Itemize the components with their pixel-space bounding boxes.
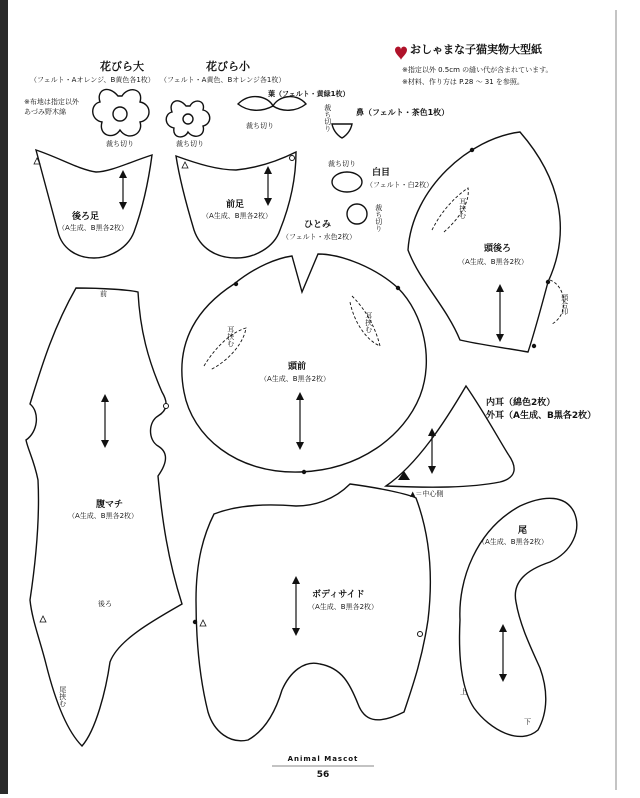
grain-arrow-body-side [292, 576, 300, 636]
front-leg-material: （A生成、B黒各2枚） [202, 212, 273, 220]
eye-white-title: 白目 [372, 168, 391, 178]
leaf-title: 葉（フェルト・黄緑1枚） [268, 90, 350, 98]
tail-bottom-label: 下 [524, 718, 531, 726]
nose-cut: 裁ち切り [323, 104, 332, 132]
nose-title: 鼻（フェルト・茶色1枚） [356, 108, 450, 117]
grain-arrow-ear [428, 428, 436, 474]
grain-arrow-belly [101, 394, 109, 448]
head-back-piece [408, 132, 564, 352]
head-front-ear-mark-right: 耳挟む [364, 312, 373, 333]
head-back-side-mark: 頭合印 [560, 294, 569, 315]
heart-icon [395, 47, 407, 60]
fabric-note-1: ※布地は指定以外 [24, 98, 79, 106]
petal-large-piece [93, 89, 149, 135]
body-side-title: ボディサイド [312, 590, 365, 600]
belly-title: 腹マチ [96, 500, 124, 510]
eye-white-piece [332, 172, 362, 192]
head-front-material: （A生成、B黒各2枚） [260, 375, 331, 383]
page-number: 56 [316, 770, 330, 780]
eye-white-cut: 裁ち切り [328, 160, 356, 168]
petal-small-title: 花びら小 [206, 60, 250, 73]
pupil-material: （フェルト・水色2枚） [282, 233, 357, 241]
petal-large-title: 花びら大 [100, 60, 144, 73]
pupil-title: ひとみ [304, 220, 332, 230]
ear-outer-label: 外耳（A生成、B黒各2枚） [486, 411, 597, 421]
fabric-note-2: あづみ野木綿 [24, 108, 66, 116]
ear-center-mark: ▲＝中心側 [410, 490, 444, 498]
belly-material: （A生成、B黒各2枚） [68, 512, 139, 520]
eye-white-material: （フェルト・白2枚） [366, 181, 434, 189]
petal-small-piece [166, 101, 210, 137]
pupil-piece [347, 204, 367, 224]
petal-large-cut: 裁ち切り [106, 140, 134, 148]
grain-arrow-back-leg [119, 170, 127, 210]
petal-small-cut: 裁ち切り [176, 140, 204, 148]
head-back-ear-mark: 耳挟む [458, 198, 467, 219]
binding-edge [0, 0, 8, 794]
pupil-cut: 裁ち切り [374, 204, 383, 232]
footer-brand: Animal Mascot [287, 755, 359, 763]
grain-arrow-head-front [296, 392, 304, 450]
petal-small-material: （フェルト・A黄色、Bオレンジ各1枚） [160, 76, 286, 84]
back-leg-material: （A生成、B黒各2枚） [58, 224, 129, 232]
head-back-title: 頭後ろ [484, 244, 512, 254]
head-front-ear-mark-left: 耳挟む [226, 326, 235, 347]
head-back-material: （A生成、B黒各2枚） [458, 258, 529, 266]
back-leg-piece [36, 150, 152, 258]
body-side-material: （A生成、B黒各2枚） [308, 603, 379, 611]
front-leg-title: 前足 [226, 200, 245, 210]
belly-tail-mark: 尾挟む [58, 686, 67, 707]
nose-piece [332, 124, 352, 138]
belly-front-label: 前 [100, 290, 107, 298]
tail-title: 尾 [518, 526, 528, 536]
materials-note: ※材料、作り方は P.28 ～ 31 を参照。 [402, 78, 524, 86]
sheet-title: おしゃまな子猫実物大型紙 [410, 43, 542, 56]
seam-note: ※指定以外 0.5cm の縫い代が含まれています。 [402, 66, 553, 74]
petal-large-material: （フェルト・Aオレンジ、B黄色各1枚） [30, 76, 155, 84]
body-side-piece [196, 484, 430, 741]
belly-back-label: 後ろ [98, 600, 112, 608]
tail-material: （A生成、B黒各2枚） [478, 538, 549, 546]
grain-arrow-tail [499, 624, 507, 682]
grain-arrows [101, 166, 507, 682]
head-front-title: 頭前 [288, 362, 307, 372]
ear-inner-label: 内耳（綿色2枚） [486, 398, 556, 408]
grain-arrow-front-leg [264, 166, 272, 206]
tail-top-label: 上 [460, 688, 467, 696]
back-leg-title: 後ろ足 [72, 212, 100, 222]
leaf-cut: 裁ち切り [246, 122, 274, 130]
grain-arrow-head-back [496, 284, 504, 342]
